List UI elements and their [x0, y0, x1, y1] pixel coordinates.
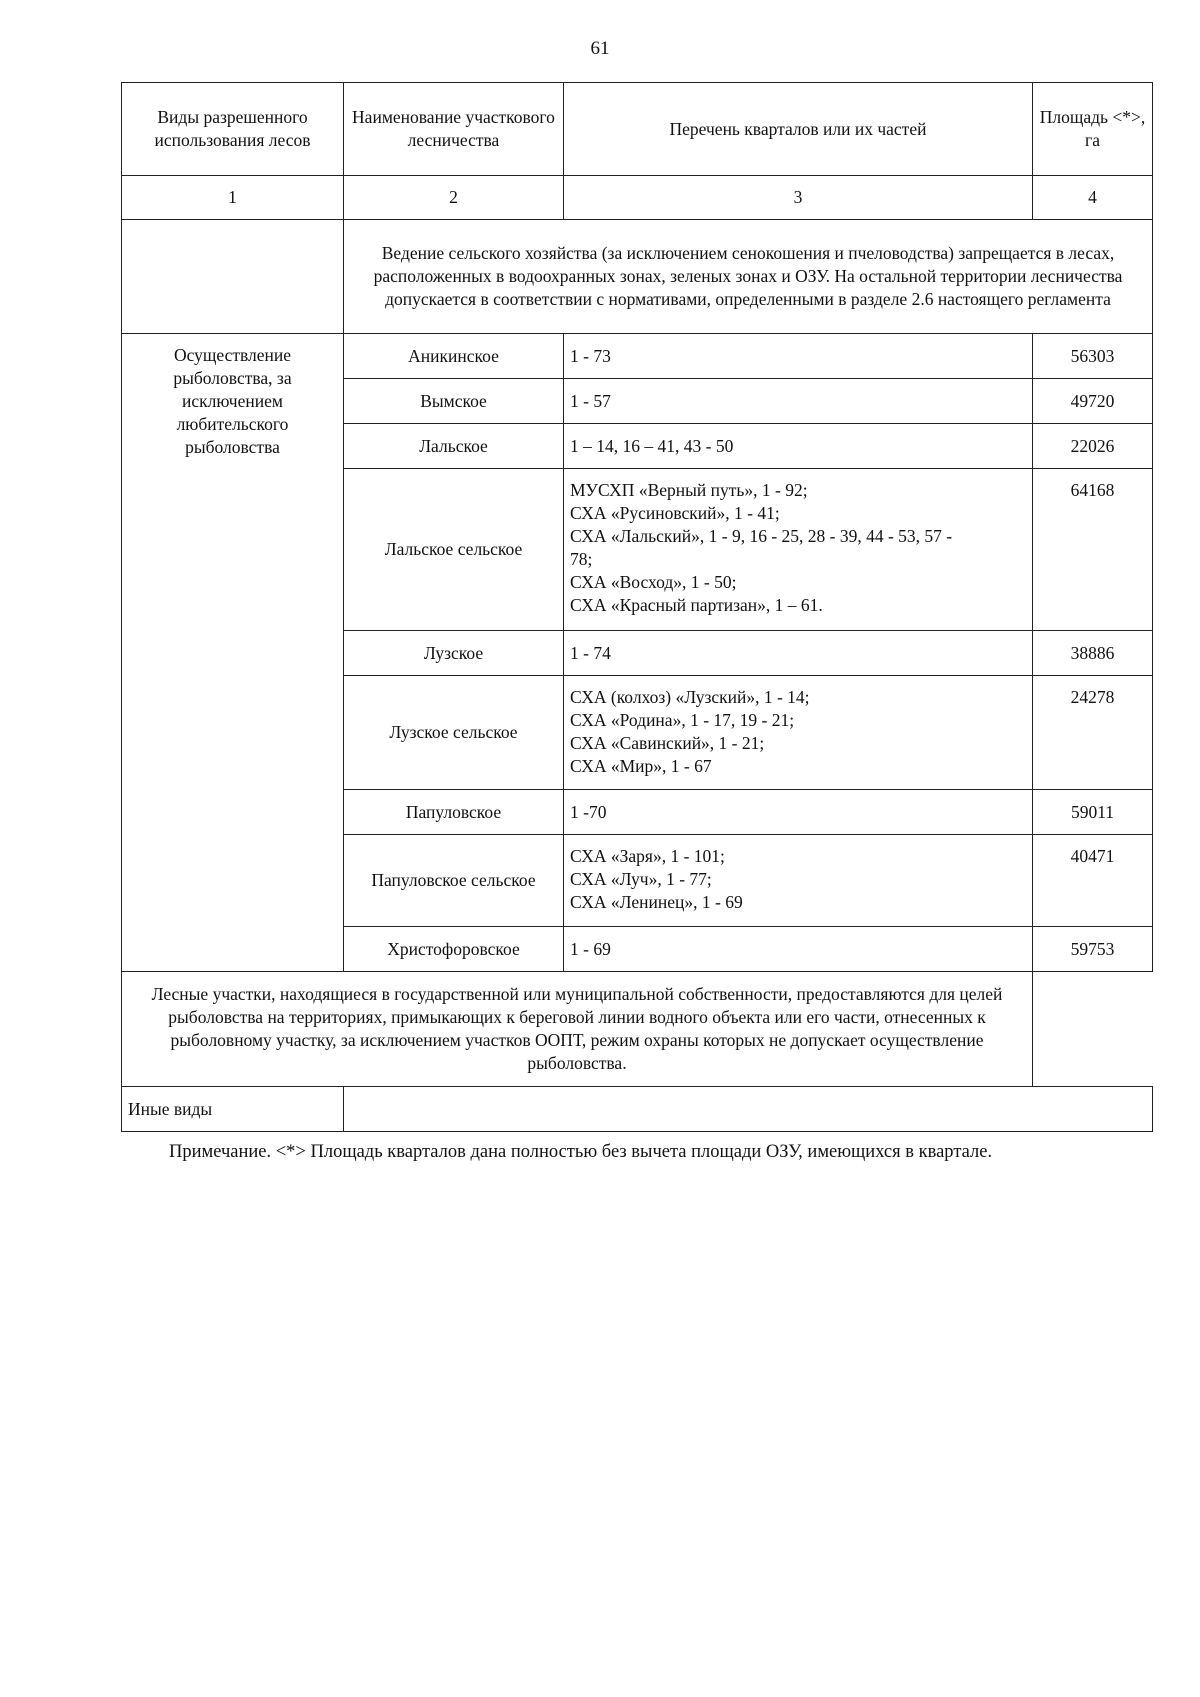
quarters-line: СХА «Ленинец», 1 - 69 [570, 892, 743, 912]
area-value: 49720 [1033, 379, 1153, 424]
area-value: 38886 [1033, 631, 1153, 676]
quarters-list: 1 - 74 [564, 631, 1033, 676]
quarters-line: 78; [570, 549, 593, 569]
quarters-line: СХА «Русиновский», 1 - 41; [570, 503, 780, 523]
quarters-line: СХА (колхоз) «Лузский», 1 - 14; [570, 687, 810, 707]
column-number-row [122, 176, 1153, 220]
column-number: 4 [1033, 176, 1153, 220]
other-use-row [122, 1087, 1153, 1132]
quarters-line: СХА «Мир», 1 - 67 [570, 756, 712, 776]
forestry-name: Папуловское [344, 790, 564, 835]
quarters-list: 1 – 14, 16 – 41, 43 - 50 [564, 424, 1033, 469]
quarters-line: СХА «Савинский», 1 - 21; [570, 733, 765, 753]
page-number: 61 [590, 38, 610, 59]
quarters-list: 1 - 57 [564, 379, 1033, 424]
forestry-name: Лальское [344, 424, 564, 469]
forestry-name: Лузское [344, 631, 564, 676]
forestry-name: Вымское [344, 379, 564, 424]
quarters-list [564, 676, 1033, 790]
header-use-type: Виды разрешенного использования лесов [122, 83, 344, 176]
agriculture-note: Ведение сельского хозяйства (за исключением сенокошения и пчеловодства) запрещается в лесах, расположенных в водоохранных зонах, зеленых зонах и ОЗУ. На остальной территории лесничества допускается в соответствии с нормативами, определенными в разделе 2.6 настоящего регламента [344, 220, 1153, 334]
column-number: 3 [564, 176, 1033, 220]
area-value: 64168 [1033, 469, 1153, 631]
forestry-name: Лузское сельское [344, 676, 564, 790]
header-quarters: Перечень кварталов или их частей [564, 83, 1033, 176]
forestry-name: Лальское сельское [344, 469, 564, 631]
quarters-list: 1 -70 [564, 790, 1033, 835]
quarters-line: СХА «Лальский», 1 - 9, 16 - 25, 28 - 39, 44 - 53, 57 - [570, 526, 953, 546]
quarters-line: СХА «Красный партизан», 1 – 61. [570, 595, 823, 615]
forestry-name: Папуловское сельское [344, 835, 564, 927]
table-row [122, 334, 1153, 379]
fishing-use-type: Осуществление рыболовства, за исключением любительского рыболовства [122, 334, 344, 972]
quarters-line: СХА «Родина», 1 - 17, 19 - 21; [570, 710, 795, 730]
quarters-line: МУСХП «Верный путь», 1 - 92; [570, 480, 808, 500]
quarters-list: 1 - 73 [564, 334, 1033, 379]
area-value: 24278 [1033, 676, 1153, 790]
header-forestry: Наименование участкового лесничества [344, 83, 564, 176]
column-number: 1 [122, 176, 344, 220]
quarters-line: СХА «Луч», 1 - 77; [570, 869, 712, 889]
empty-cell [344, 1087, 1153, 1132]
header-row [122, 83, 1153, 176]
area-value: 59011 [1033, 790, 1153, 835]
header-area: Площадь <*>, га [1033, 83, 1153, 176]
forestry-name: Христофоровское [344, 927, 564, 972]
quarters-line: СХА «Восход», 1 - 50; [570, 572, 737, 592]
regulation-table [121, 82, 1153, 1132]
area-value: 40471 [1033, 835, 1153, 927]
footnote: Примечание. <*> Площадь кварталов дана полностью без вычета площади ОЗУ, имеющихся в квартале. [169, 1142, 993, 1162]
fishing-note-row [122, 972, 1153, 1087]
other-use-type: Иные виды [122, 1087, 344, 1132]
column-number: 2 [344, 176, 564, 220]
quarters-list: 1 - 69 [564, 927, 1033, 972]
quarters-line: СХА «Заря», 1 - 101; [570, 846, 725, 866]
fishing-note: Лесные участки, находящиеся в государственной или муниципальной собственности, предоставляются для целей рыболовства на территориях, примыкающих к береговой линии водного объекта или его части, отнесенных к рыболовному участку, за исключением участков ООПТ, режим охраны которых не допускает осуществление рыболовства. [122, 972, 1033, 1087]
area-value: 59753 [1033, 927, 1153, 972]
area-value: 22026 [1033, 424, 1153, 469]
quarters-list [564, 469, 1033, 631]
forestry-name: Аникинское [344, 334, 564, 379]
agriculture-row [122, 220, 1153, 334]
empty-cell [122, 220, 344, 334]
quarters-list [564, 835, 1033, 927]
area-value: 56303 [1033, 334, 1153, 379]
